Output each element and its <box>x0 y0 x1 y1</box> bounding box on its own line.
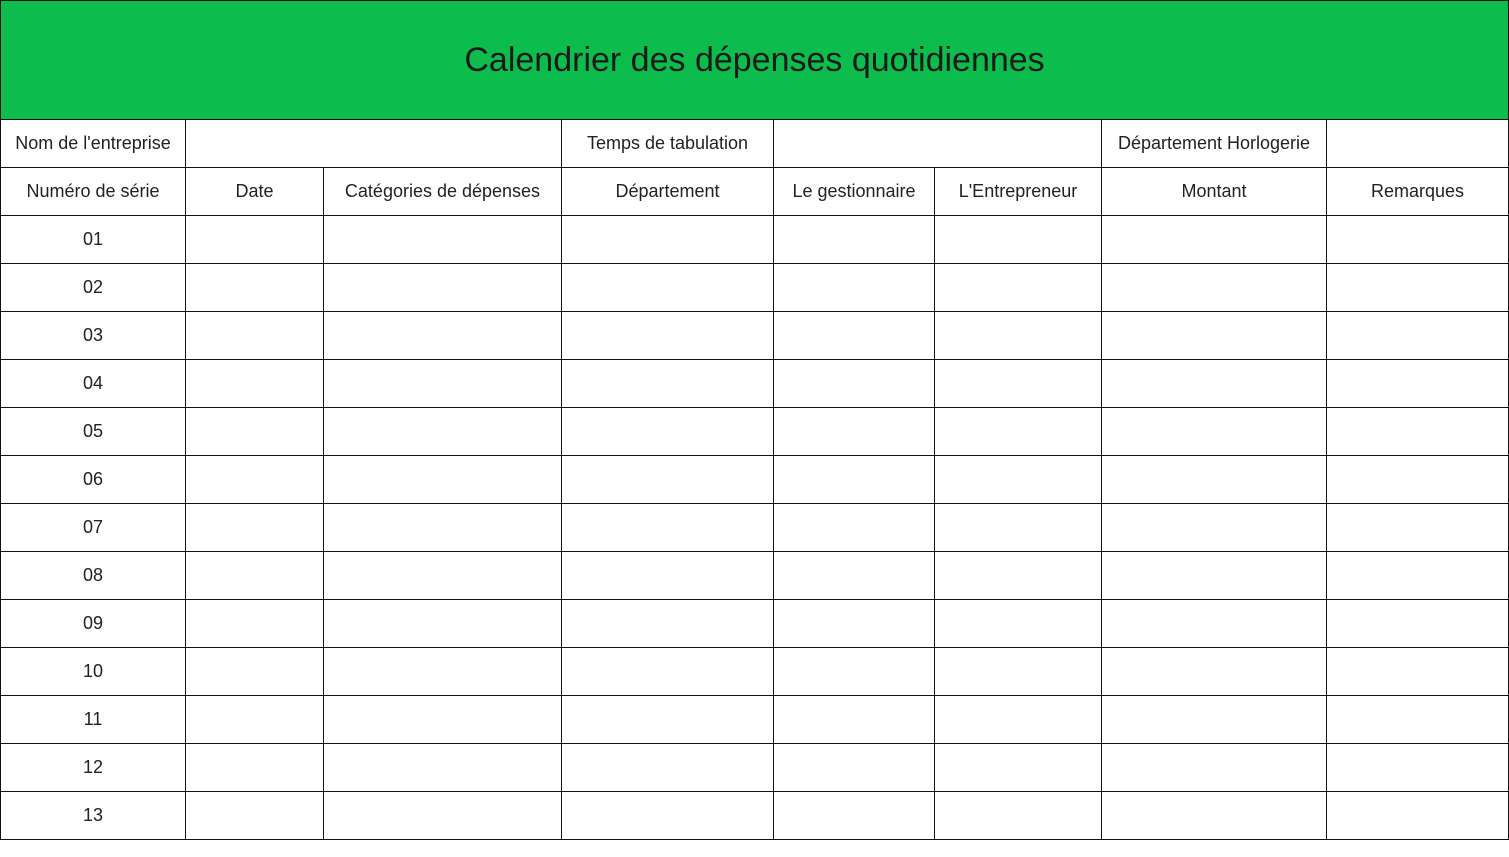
date-cell[interactable] <box>186 504 324 552</box>
column-header-date: Date <box>186 168 324 216</box>
manager-cell[interactable] <box>774 792 935 840</box>
date-cell[interactable] <box>186 552 324 600</box>
date-cell[interactable] <box>186 648 324 696</box>
amount-cell[interactable] <box>1102 312 1327 360</box>
manager-cell[interactable] <box>774 504 935 552</box>
table-row <box>1 696 1509 744</box>
serial-number-cell: 10 <box>1 648 186 696</box>
contractor-cell[interactable] <box>935 600 1102 648</box>
amount-cell[interactable] <box>1102 744 1327 792</box>
department-cell[interactable] <box>562 600 774 648</box>
remarks-cell[interactable] <box>1327 600 1509 648</box>
table-row <box>1 504 1509 552</box>
contractor-cell[interactable] <box>935 504 1102 552</box>
contractor-cell[interactable] <box>935 552 1102 600</box>
remarks-cell[interactable] <box>1327 744 1509 792</box>
serial-number-cell: 12 <box>1 744 186 792</box>
serial-number-cell: 02 <box>1 264 186 312</box>
amount-cell[interactable] <box>1102 696 1327 744</box>
manager-cell[interactable] <box>774 264 935 312</box>
remarks-cell[interactable] <box>1327 552 1509 600</box>
department-label: Département Horlogerie <box>1102 120 1327 168</box>
department-cell[interactable] <box>562 264 774 312</box>
department-cell[interactable] <box>562 696 774 744</box>
remarks-cell[interactable] <box>1327 648 1509 696</box>
contractor-cell[interactable] <box>935 696 1102 744</box>
contractor-cell[interactable] <box>935 744 1102 792</box>
manager-cell[interactable] <box>774 600 935 648</box>
table-row <box>1 552 1509 600</box>
department-cell[interactable] <box>562 360 774 408</box>
manager-cell[interactable] <box>774 456 935 504</box>
category-cell[interactable] <box>324 216 562 264</box>
amount-cell[interactable] <box>1102 792 1327 840</box>
table-row <box>1 408 1509 456</box>
manager-cell[interactable] <box>774 312 935 360</box>
contractor-cell[interactable] <box>935 264 1102 312</box>
serial-number-cell: 08 <box>1 552 186 600</box>
column-header-contractor: L'Entrepreneur <box>935 168 1102 216</box>
serial-number-cell: 03 <box>1 312 186 360</box>
remarks-cell[interactable] <box>1327 216 1509 264</box>
department-field[interactable] <box>1327 120 1509 168</box>
department-cell[interactable] <box>562 216 774 264</box>
table-row <box>1 744 1509 792</box>
date-cell[interactable] <box>186 696 324 744</box>
column-header-serial: Numéro de série <box>1 168 186 216</box>
contractor-cell[interactable] <box>935 648 1102 696</box>
category-cell[interactable] <box>324 360 562 408</box>
contractor-cell[interactable] <box>935 456 1102 504</box>
department-cell[interactable] <box>562 552 774 600</box>
sheet-title: Calendrier des dépenses quotidiennes <box>1 1 1509 120</box>
amount-cell[interactable] <box>1102 360 1327 408</box>
remarks-cell[interactable] <box>1327 504 1509 552</box>
info-row <box>1 120 1509 168</box>
department-cell[interactable] <box>562 744 774 792</box>
category-cell[interactable] <box>324 264 562 312</box>
date-cell[interactable] <box>186 264 324 312</box>
manager-cell[interactable] <box>774 360 935 408</box>
table-row <box>1 456 1509 504</box>
serial-number-cell: 13 <box>1 792 186 840</box>
contractor-cell[interactable] <box>935 360 1102 408</box>
serial-number-cell: 11 <box>1 696 186 744</box>
remarks-cell[interactable] <box>1327 360 1509 408</box>
contractor-cell[interactable] <box>935 792 1102 840</box>
table-row <box>1 264 1509 312</box>
manager-cell[interactable] <box>774 744 935 792</box>
category-cell[interactable] <box>324 600 562 648</box>
contractor-cell[interactable] <box>935 216 1102 264</box>
table-row <box>1 360 1509 408</box>
manager-cell[interactable] <box>774 408 935 456</box>
remarks-cell[interactable] <box>1327 456 1509 504</box>
remarks-cell[interactable] <box>1327 792 1509 840</box>
column-header-department: Département <box>562 168 774 216</box>
remarks-cell[interactable] <box>1327 264 1509 312</box>
amount-cell[interactable] <box>1102 408 1327 456</box>
column-header-remarks: Remarques <box>1327 168 1509 216</box>
amount-cell[interactable] <box>1102 648 1327 696</box>
serial-number-cell: 04 <box>1 360 186 408</box>
column-header-row <box>1 168 1509 216</box>
manager-cell[interactable] <box>774 648 935 696</box>
title-row <box>1 1 1509 120</box>
tabulation-time-field[interactable] <box>774 120 1102 168</box>
department-cell[interactable] <box>562 504 774 552</box>
date-cell[interactable] <box>186 408 324 456</box>
serial-number-cell: 07 <box>1 504 186 552</box>
amount-cell[interactable] <box>1102 600 1327 648</box>
table-row <box>1 600 1509 648</box>
date-cell[interactable] <box>186 744 324 792</box>
department-cell[interactable] <box>562 648 774 696</box>
amount-cell[interactable] <box>1102 504 1327 552</box>
date-cell[interactable] <box>186 312 324 360</box>
column-header-manager: Le gestionnaire <box>774 168 935 216</box>
serial-number-cell: 06 <box>1 456 186 504</box>
category-cell[interactable] <box>324 312 562 360</box>
date-cell[interactable] <box>186 360 324 408</box>
department-cell[interactable] <box>562 312 774 360</box>
category-cell[interactable] <box>324 552 562 600</box>
column-header-category: Catégories de dépenses <box>324 168 562 216</box>
date-cell[interactable] <box>186 456 324 504</box>
date-cell[interactable] <box>186 600 324 648</box>
category-cell[interactable] <box>324 504 562 552</box>
category-cell[interactable] <box>324 408 562 456</box>
contractor-cell[interactable] <box>935 312 1102 360</box>
serial-number-cell: 05 <box>1 408 186 456</box>
category-cell[interactable] <box>324 456 562 504</box>
remarks-cell[interactable] <box>1327 312 1509 360</box>
category-cell[interactable] <box>324 792 562 840</box>
amount-cell[interactable] <box>1102 456 1327 504</box>
table-row <box>1 648 1509 696</box>
date-cell[interactable] <box>186 792 324 840</box>
table-row <box>1 216 1509 264</box>
date-cell[interactable] <box>186 216 324 264</box>
company-name-label: Nom de l'entreprise <box>1 120 186 168</box>
category-cell[interactable] <box>324 648 562 696</box>
remarks-cell[interactable] <box>1327 408 1509 456</box>
table-row <box>1 312 1509 360</box>
company-name-field[interactable] <box>186 120 562 168</box>
amount-cell[interactable] <box>1102 552 1327 600</box>
serial-number-cell: 09 <box>1 600 186 648</box>
department-cell[interactable] <box>562 408 774 456</box>
category-cell[interactable] <box>324 696 562 744</box>
manager-cell[interactable] <box>774 216 935 264</box>
amount-cell[interactable] <box>1102 264 1327 312</box>
manager-cell[interactable] <box>774 552 935 600</box>
category-cell[interactable] <box>324 744 562 792</box>
serial-number-cell: 01 <box>1 216 186 264</box>
column-header-amount: Montant <box>1102 168 1327 216</box>
table-row <box>1 792 1509 840</box>
amount-cell[interactable] <box>1102 216 1327 264</box>
department-cell[interactable] <box>562 792 774 840</box>
manager-cell[interactable] <box>774 696 935 744</box>
tabulation-time-label: Temps de tabulation <box>562 120 774 168</box>
contractor-cell[interactable] <box>935 408 1102 456</box>
department-cell[interactable] <box>562 456 774 504</box>
remarks-cell[interactable] <box>1327 696 1509 744</box>
